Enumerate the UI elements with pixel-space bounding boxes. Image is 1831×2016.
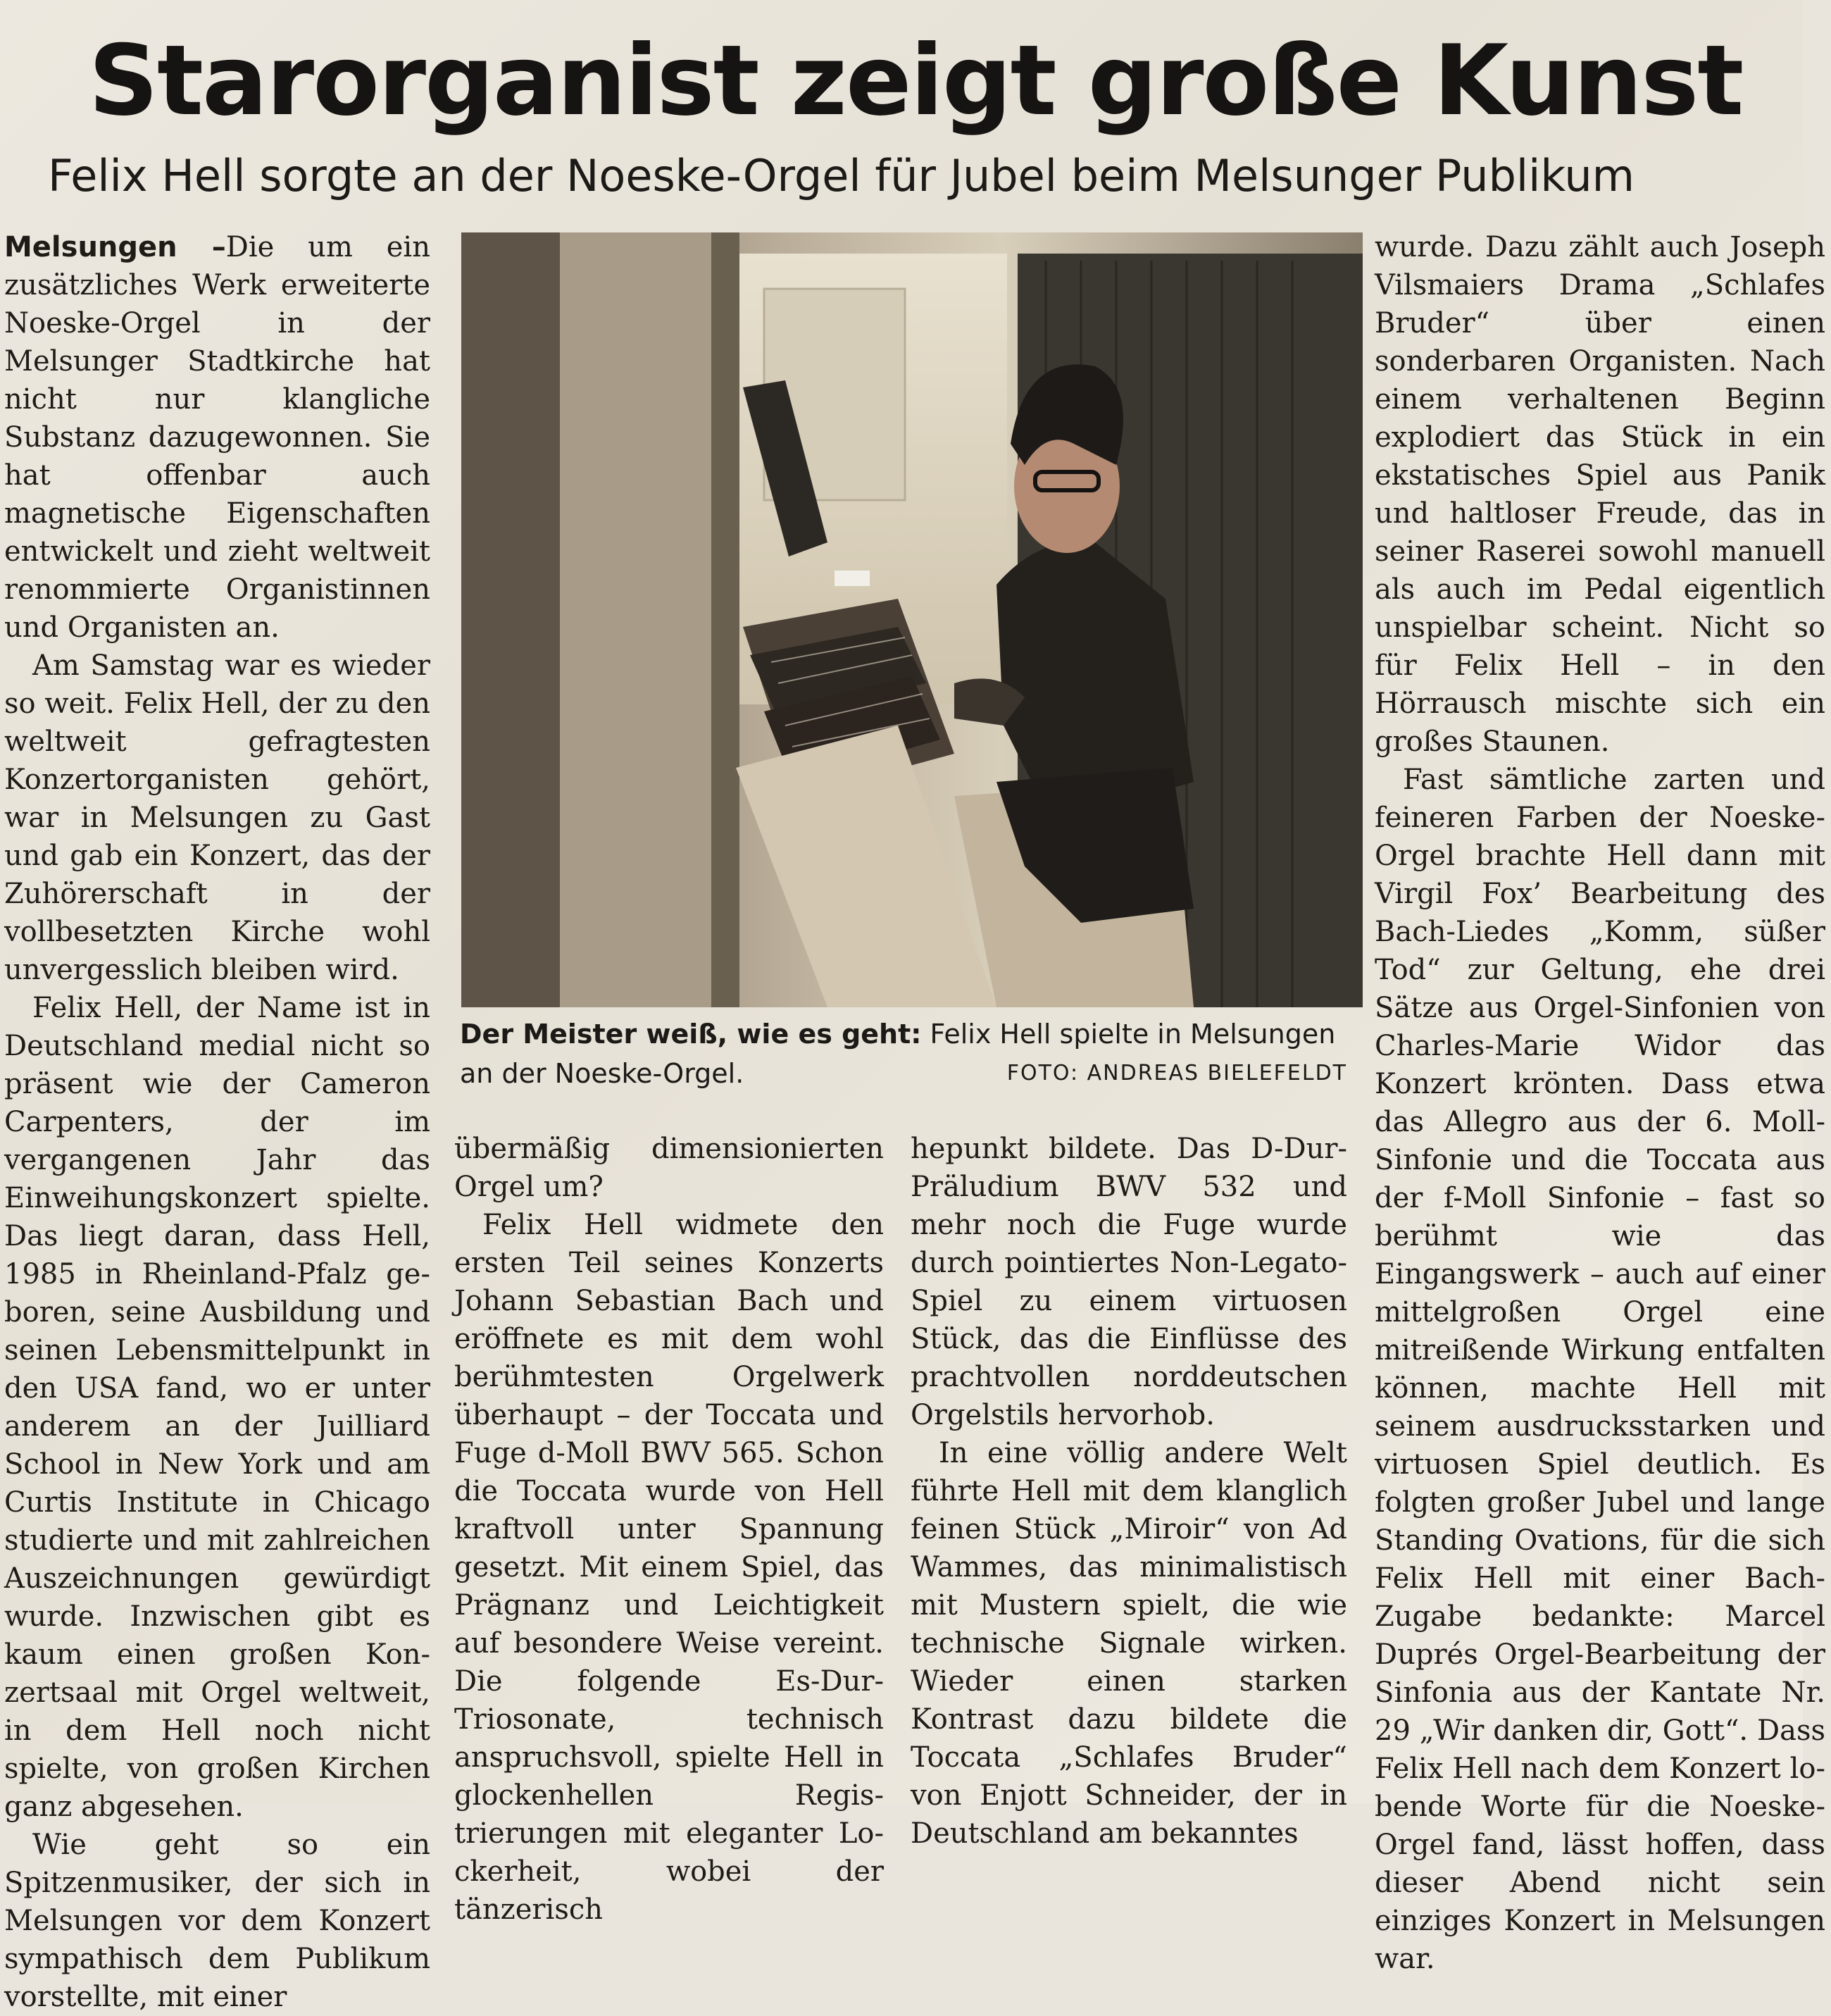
paragraph-text: Die um ein zusätzliches Werk erweiterte Noeske-Orgel in der Melsunger Stadtkirche hat nicht nur klangliche Substanz dazugewonnen. Sie hat offenbar auch magnetische Eigenschaften entwickelt und zieht weltweit renommierte Organistinnen und Organisten an. [4,231,430,644]
paragraph: Felix Hell widmete den ersten Teil seines Konzerts Johann Sebastian Bach und eröffnete es mit dem wohl berühmtesten Orgelwerk überhaupt – der Toccata und Fuge d-Moll BWV 565. Schon die Toccata wurde von Hell kraftvoll unter Spannung gesetzt. Mit einem Spiel, das Prägnanz und Leichtigkeit auf besondere Weise vereint. Die folgende Es-Dur-Triosonate, technisch anspruchsvoll, spielte Hell in glockenhellen Registrierungen mit eleganter Lockerheit, wobei der tänzerisch [454,1209,884,1926]
photo-credit: FOTO: ANDREAS BIELEFELDT [1006,1061,1347,1085]
paragraph: Am Samstag war es wieder so weit. Felix Hell, der zu den weltweit gefragtesten Konzertorganisten gehört, war in Melsungen zu Gast und gab ein Konzert, das der Zuhörerschaft in der vollbesetzten Kirche wohl unvergesslich bleiben wird. [4,649,430,986]
paragraph: In eine völlig andere Welt führte Hell mit dem klanglich feinen Stück „Miroir“ von Ad Wammes, das minimalistisch mit Mustern spielt, die wie technische Signale wirken. Wieder einen starken Kontrast dazu bildete die Toccata „Schlafes Bruder“ von Enjott Schneider, der in Deutschland am bekanntes [911,1437,1347,1850]
headline: Starorganist zeigt große Kunst [88,24,1743,137]
paragraph: hepunkt bildete. Das D-Dur-Präludium BWV 532 und mehr noch die Fuge wurde durch pointiertes Non-Legato-Spiel zu einem virtuosen Stück, das die Einflüsse des prachtvollen norddeutschen Orgelstils hervorhob. [911,1133,1347,1431]
article-column-3 [911,1130,1347,1850]
paragraph [4,228,430,647]
paragraph: übermäßig dimensionierten Orgel um? [454,1133,884,1203]
paragraph: Wie geht so ein Spitzenmusiker, der sich in Melsungen vor dem Konzert sympathisch dem Publikum vorstellte, mit einer [4,1829,430,2013]
caption-text: Felix Hell spielte in Melsungen an der Noeske-Orgel. [460,1019,1336,1089]
organist-photo-illustration [461,232,1363,1007]
photo-caption [460,1014,1347,1093]
article-column-2 [454,1130,884,1926]
article-photo [461,232,1363,1007]
subheadline: Felix Hell sorgte an der Noeske-Orgel für Jubel beim Melsunger Publikum [48,150,1635,201]
article-column-1 [4,228,430,2013]
dateline: Melsungen – [4,231,226,263]
paragraph: Felix Hell, der Name ist in Deutschland medial nicht so präsent wie der Cameron Carpenters, der im vergangenen Jahr das Einweihungskonzert spielte. Das liegt daran, dass Hell, 1985 in Rheinland-Pfalz geboren, seine Ausbildung und seinen Lebensmittelpunkt in den USA fand, wo er unter anderem an der Juilliard School in New York und am Curtis Institute in Chicago studierte und mit zahlreichen Auszeichnungen gewürdigt wurde. Inzwischen gibt es kaum einen großen Konzertsaal mit Orgel weltweit, in dem Hell noch nicht spielte, von großen Kirchen ganz abgesehen. [4,992,430,1823]
caption-lead: Der Meister weiß, wie es geht: [460,1019,922,1050]
article-column-4 [1375,228,1825,1975]
paragraph: wurde. Dazu zählt auch Joseph Vilsmaiers Drama „Schlafes Bruder“ über einen sonderbaren Organisten. Nach einem verhaltenen Beginn explodiert das Stück in ein ekstatisches Spiel aus Panik und haltloser Freude, das in seiner Raserei sowohl manuell als auch im Pedal eigentlich unspielbar scheint. Nicht so für Felix Hell – in den Hörrausch mischte sich ein großes Staunen. [1375,231,1825,758]
paragraph: Fast sämtliche zarten und feineren Farben der Noeske-Orgel brachte Hell dann mit Virgil Fox’ Bearbeitung des Bach-Liedes „Komm, süßer Tod“ zur Geltung, ehe drei Sätze aus Orgel-Sinfonien von Charles-Marie Widor das Konzert krönten. Dass etwa das Allegro aus der 6. Moll-Sinfonie und die Toccata aus der f-Moll Sinfonie – fast so berühmt wie das Eingangswerk – auch auf einer mittelgroßen Orgel eine mitreißende Wirkung entfalten können, machte Hell mit seinem ausdrucksstarken und virtuosen Spiel deutlich. Es folgten großer Jubel und lange Standing Ovations, für die sich Felix Hell mit einer Bach-Zugabe bedankte: Marcel Duprés Orgel-Bearbeitung der Sinfonia aus der Kantate Nr. 29 „Wir danken dir, Gott“. Dass Felix Hell nach dem Konzert lobende Worte für die Noeske-Orgel fand, lässt hoffen, dass dieser Abend nicht sein einziges Konzert in Melsungen war. [1375,764,1825,1975]
